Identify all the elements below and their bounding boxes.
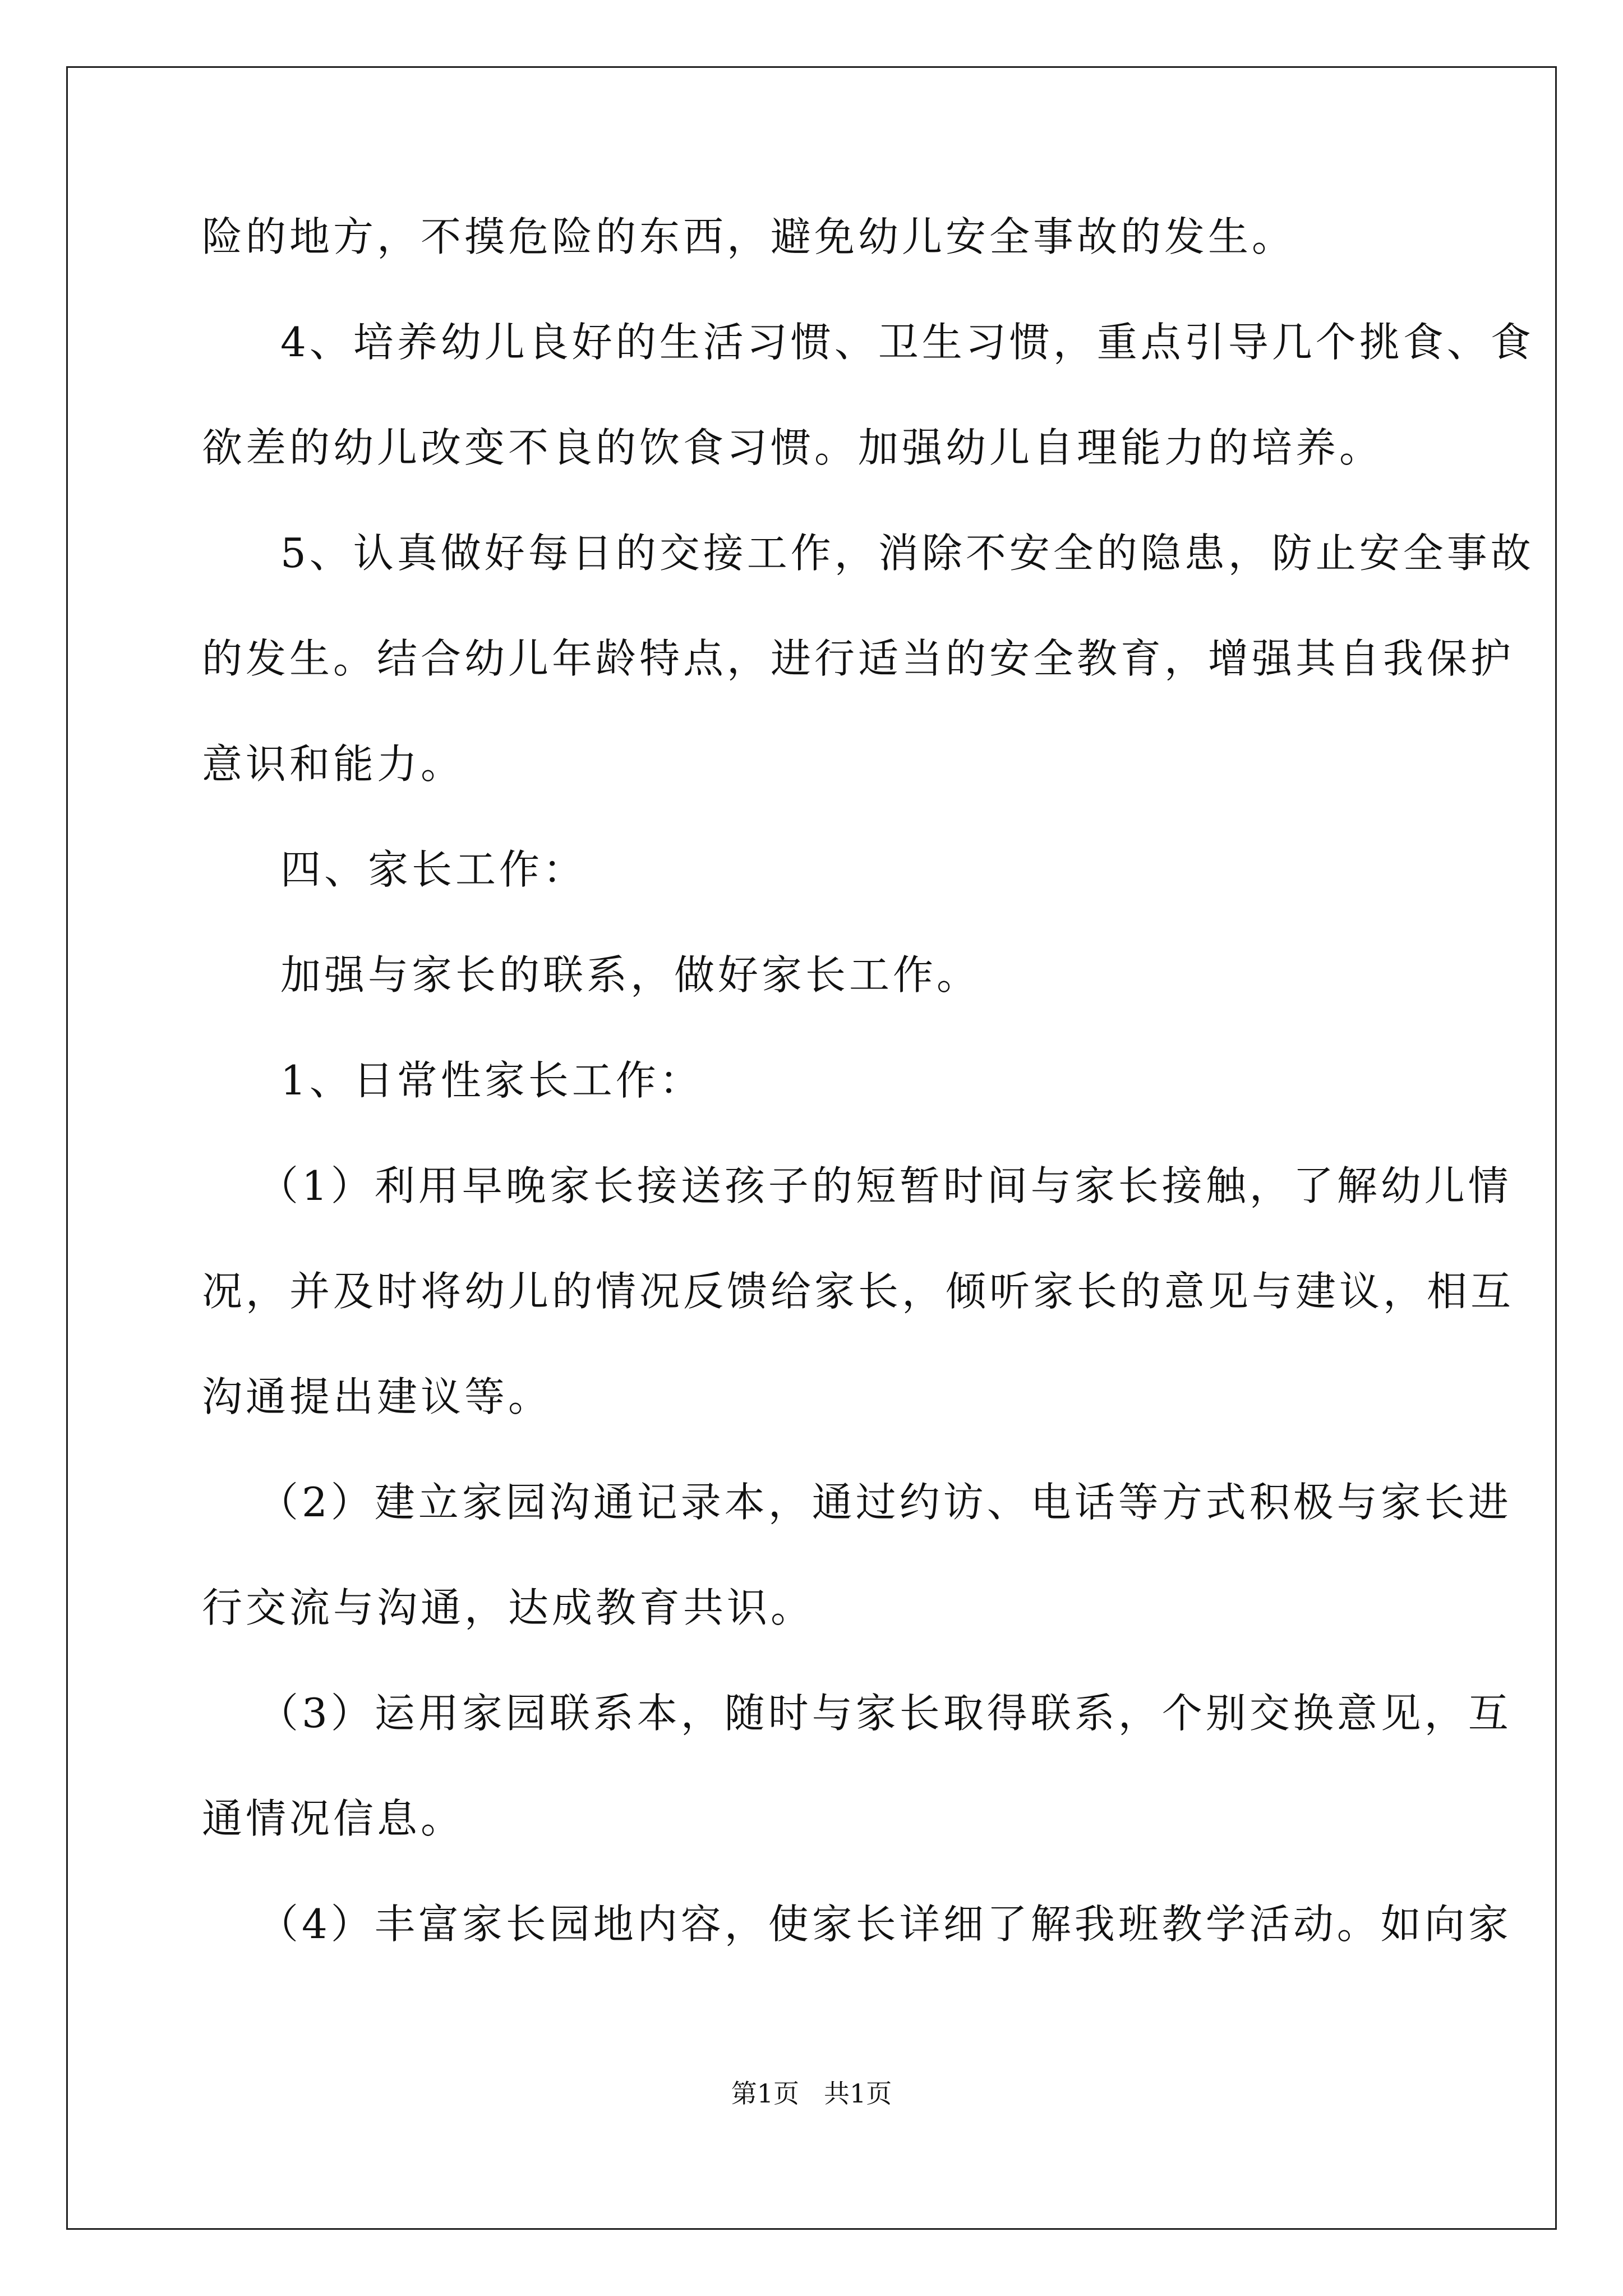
page-number: 第1页 [731, 2078, 799, 2109]
section-heading: 四、家长工作： [280, 846, 587, 893]
text-line: 行交流与沟通，达成教育共识。 [202, 1584, 815, 1631]
page-footer [0, 2077, 1623, 2110]
text-line: 的发生。结合幼儿年龄特点，进行适当的安全教育，增强其自我保护 [202, 635, 1515, 682]
text-line: 沟通提出建议等。 [202, 1373, 552, 1420]
text-line: （2）建立家园沟通记录本，通过约访、电话等方式积极与家长进 [258, 1479, 1512, 1526]
text-line: 况，并及时将幼儿的情况反馈给家长，倾听家长的意见与建议，相互 [202, 1268, 1515, 1315]
text-line: （4）丰富家长园地内容，使家长详细了解我班教学活动。如向家 [258, 1901, 1512, 1948]
text-line: 通情况信息。 [202, 1795, 465, 1842]
page-total: 共1页 [824, 2078, 892, 2109]
text-line: 险的地方，不摸危险的东西，避免幼儿安全事故的发生。 [202, 213, 1296, 260]
text-line: 意识和能力。 [202, 740, 465, 788]
text-line: 欲差的幼儿改变不良的饮食习惯。加强幼儿自理能力的培养。 [202, 424, 1384, 471]
text-line: （3）运用家园联系本，随时与家长取得联系，个别交换意见，互 [258, 1690, 1512, 1737]
text-line: 加强与家长的联系，做好家长工作。 [280, 951, 981, 999]
text-line: 4、培养幼儿良好的生活习惯、卫生习惯，重点引导几个挑食、食 [280, 319, 1534, 366]
text-line: （1）利用早晚家长接送孩子的短暂时间与家长接触，了解幼儿情 [258, 1162, 1512, 1209]
text-line: 5、认真做好每日的交接工作，消除不安全的隐患，防止安全事故 [280, 530, 1534, 577]
text-line: 1、日常性家长工作： [280, 1057, 703, 1104]
